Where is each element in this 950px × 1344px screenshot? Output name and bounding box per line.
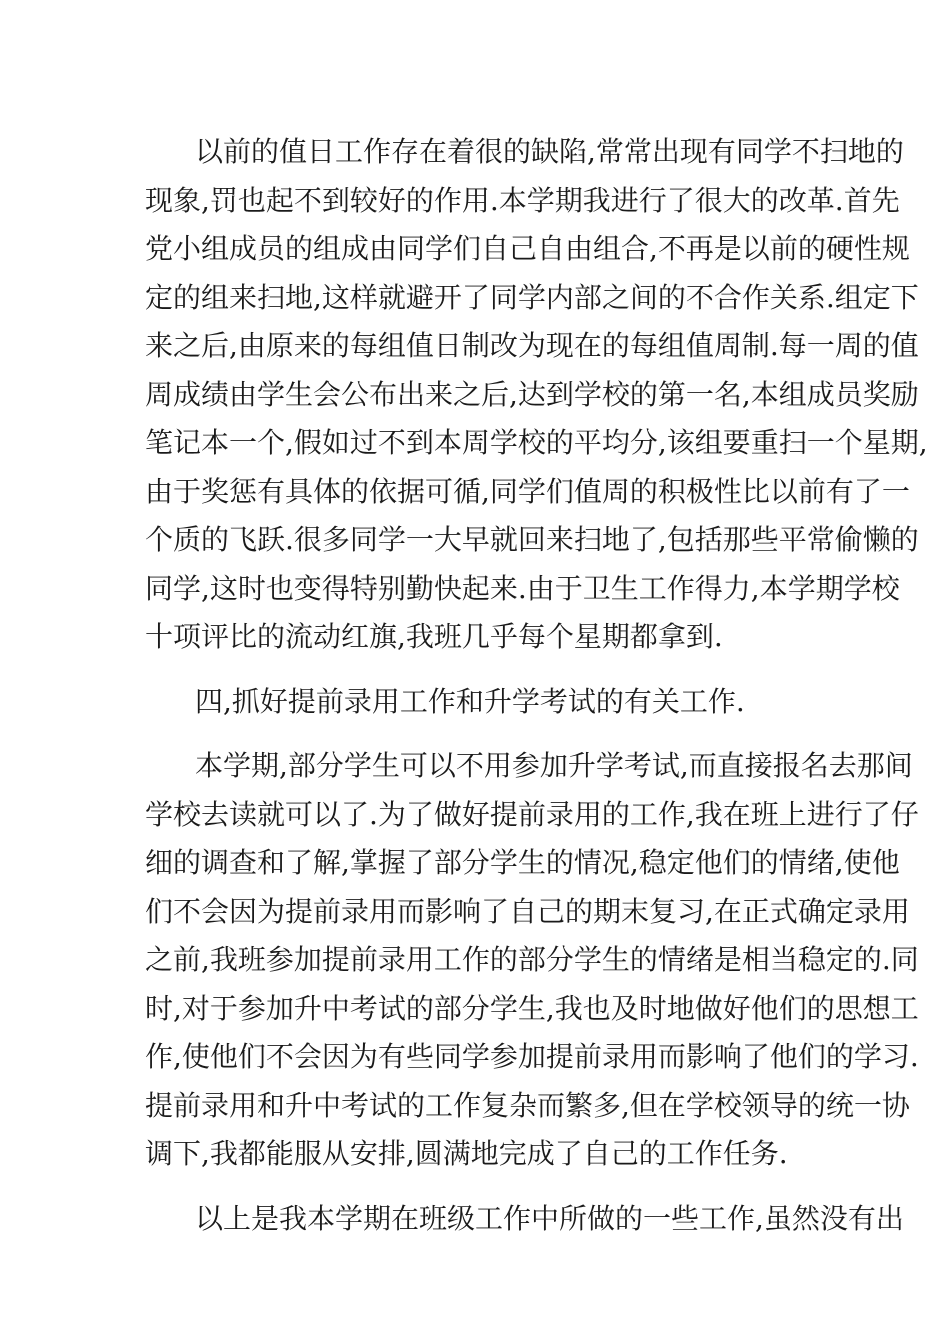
text-line: 笔记本一个,假如过不到本周学校的平均分,该组要重扫一个星期, xyxy=(145,426,928,459)
text-line: 以上是我本学期在班级工作中所做的一些工作,虽然没有出 xyxy=(195,1201,904,1235)
text-line: 之前,我班参加提前录用工作的部分学生的情绪是相当稳定的.同 xyxy=(145,943,919,976)
paragraph-early-admission xyxy=(145,742,919,1179)
text-line: 由于奖惩有具体的依据可循,同学们值周的积极性比以前有了一 xyxy=(145,474,910,508)
text-line: 定的组来扫地,这样就避开了同学内部之间的不合作关系.组定下 xyxy=(145,280,919,314)
text-line: 周成绩由学生会公布出来之后,达到学校的第一名,本组成员奖励 xyxy=(145,377,919,411)
text-line: 学校去读就可以了.为了做好提前录用的工作,我在班上进行了仔 xyxy=(145,797,919,831)
text-line: 党小组成员的组成由同学们自己自由组合,不再是以前的硬性规 xyxy=(145,232,910,265)
paragraph-duty-reform xyxy=(145,128,928,662)
text-line: 同学,这时也变得特别勤快起来.由于卫生工作得力,本学期学校 xyxy=(145,571,900,605)
section-heading: 四,抓好提前录用工作和升学考试的有关工作. xyxy=(195,684,745,718)
text-line: 时,对于参加升中考试的部分学生,我也及时地做好他们的思想工 xyxy=(145,991,919,1025)
text-line: 提前录用和升中考试的工作复杂而繁多,但在学校领导的统一协 xyxy=(145,1088,910,1122)
text-line: 细的调查和了解,掌握了部分学生的情况,稳定他们的情绪,使他 xyxy=(145,846,900,879)
text-line: 个质的飞跃.很多同学一大早就回来扫地了,包括那些平常偷懒的 xyxy=(145,523,919,556)
text-line: 现象,罚也起不到较好的作用.本学期我进行了很大的改革.首先 xyxy=(145,183,900,217)
text-line: 本学期,部分学生可以不用参加升学考试,而直接报名去那间 xyxy=(195,749,913,782)
text-line: 来之后,由原来的每组值日制改为现在的每组值周制.每一周的值 xyxy=(145,329,919,362)
text-line: 们不会因为提前录用而影响了自己的期末复习,在正式确定录用 xyxy=(145,894,910,928)
text-line: 调下,我都能服从安排,圆满地完成了自己的工作任务. xyxy=(145,1137,788,1170)
text-line: 十项评比的流动红旗,我班几乎每个星期都拿到. xyxy=(145,620,723,653)
document-body xyxy=(145,128,928,1243)
paragraph-summary xyxy=(145,1195,904,1244)
text-line: 作,使他们不会因为有些同学参加提前录用而影响了他们的学习. xyxy=(145,1040,919,1073)
text-line: 以前的值日工作存在着很的缺陷,常常出现有同学不扫地的 xyxy=(195,135,904,168)
section-heading-four xyxy=(145,678,825,727)
